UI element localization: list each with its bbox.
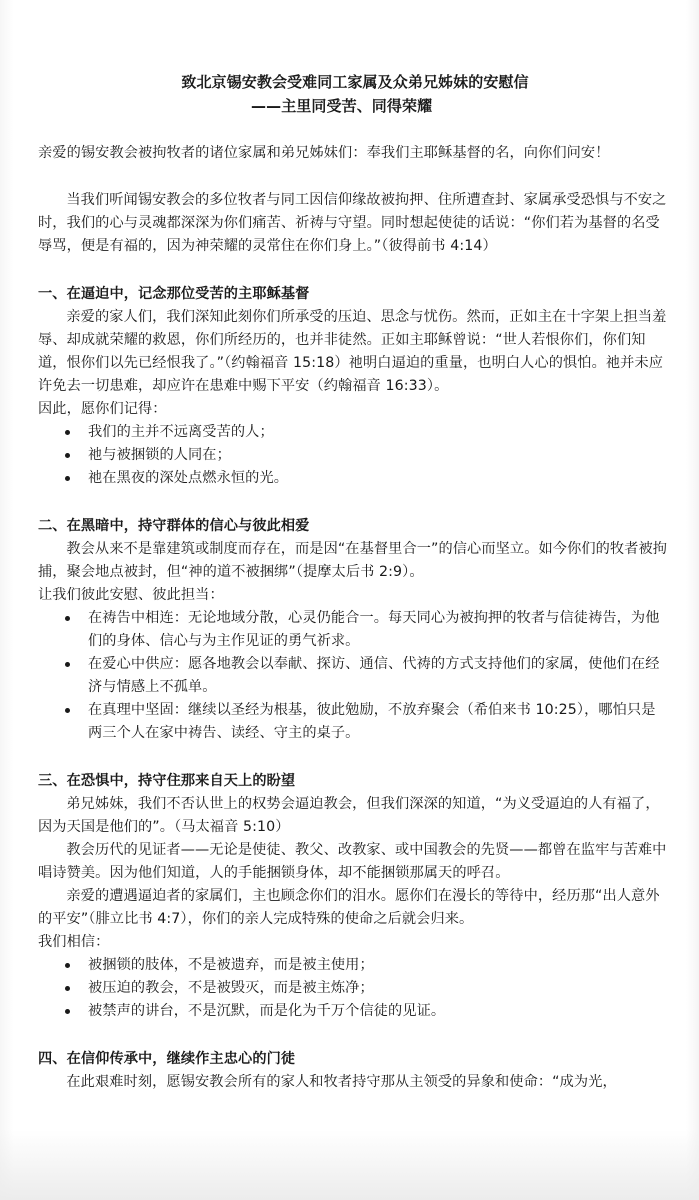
section-lead: 让我们彼此安慰、彼此担当： <box>38 587 224 603</box>
greeting-paragraph: 亲爱的锡安教会被拘牧者的诸位家属和弟兄姊妹们：奉我们主耶稣基督的名，向你们问安！ <box>38 145 610 161</box>
letter-title: 致北京锡安教会受难同工家属及众弟兄姊妹的安慰信 <box>181 73 529 91</box>
section-1 <box>38 283 668 490</box>
section-paragraph: 亲爱的家人们，我们深知此刻你们所承受的压迫、思念与忧伤。然而，正如主在十字架上担当羞辱、却成就荣耀的救恩，你们所经历的，也并非徒然。正如主耶稣曾说：“世人若恨你们，你们知道，恨你们以先已经恨我了。”（约翰福音 15:18）祂明白逼迫的重量，也明白人心的惧怕。祂并未应许免去一切患难，却应许在患难中赐下平安（约翰福音 16:33）。 <box>38 309 667 394</box>
section-paragraph: 亲爱的遭遇逼迫者的家属们，主也顾念你们的泪水。愿你们在漫长的等待中，经历那“出人意外的平安”（腓立比书 4:7），你们的亲人完成特殊的使命之后就会归来。 <box>38 888 660 927</box>
list-item: 被压迫的教会，不是被毁灭，而是被主炼净； <box>88 977 668 1000</box>
section-paragraph: 教会历代的见证者——无论是使徒、教父、改教家、或中国教会的先贤——都曾在监牢与苦难中唱诗赞美。因为他们知道，人的手能捆锁身体，却不能捆锁那属天的呼召。 <box>38 842 667 881</box>
list-item: 在真理中坚固：继续以圣经为根基，彼此勉励，不放弃聚会（希伯来书 10:25），哪怕只是两三个人在家中祷告、读经、守主的桌子。 <box>88 699 668 745</box>
section-paragraph: 在此艰难时刻，愿锡安教会所有的家人和牧者持守那从主领受的异象和使命：“成为光， <box>66 1074 617 1090</box>
list-item: 我们的主并不远离受苦的人； <box>88 421 668 444</box>
section-2 <box>38 515 668 745</box>
bullet-list <box>38 607 668 745</box>
section-paragraph: 弟兄姊妹，我们不否认世上的权势会逼迫教会，但我们深深的知道，“为义受逼迫的人有福了，因为天国是他们的”。（马太福音 5:10） <box>38 796 660 835</box>
list-item: 在爱心中供应：愿各地教会以奉献、探访、通信、代祷的方式支持他们的家属，使他们在经济与情感上不孤单。 <box>88 653 668 699</box>
list-item: 在祷告中相连：无论地域分散，心灵仍能合一。每天同心为被拘押的牧者与信徒祷告，为他们的身体、信心与为主作见证的勇气祈求。 <box>88 607 668 653</box>
page-bottom-shadow <box>0 1130 699 1200</box>
bullet-list <box>38 954 668 1023</box>
list-item: 被捆锁的肢体，不是被遗弃，而是被主使用； <box>88 954 668 977</box>
list-item: 祂与被捆锁的人同在； <box>88 444 668 467</box>
intro-paragraph: 当我们听闻锡安教会的多位牧者与同工因信仰缘故被拘押、住所遭查封、家属承受恐惧与不安之时，我们的心与灵魂都深深为你们痛苦、祈祷与守望。同时想起使徒的话说：“你们若为基督的名受辱骂，便是有福的，因为神荣耀的灵常住在你们身上。”（彼得前书 4:14） <box>38 192 667 254</box>
section-3 <box>38 770 668 1023</box>
section-heading: 二、在黑暗中，持守群体的信心与彼此相爱 <box>38 518 310 534</box>
section-heading: 一、在逼迫中，记念那位受苦的主耶稣基督 <box>38 286 310 302</box>
section-4 <box>38 1048 668 1094</box>
section-paragraph: 教会从来不是靠建筑或制度而存在，而是因“在基督里合一”的信心而坚立。如今你们的牧者被拘捕，聚会地点被封，但“神的道不被捆绑”（提摩太后书 2:9）。 <box>38 541 668 580</box>
list-item: 祂在黑夜的深处点燃永恒的光。 <box>88 467 668 490</box>
section-heading: 四、在信仰传承中，继续作主忠心的门徒 <box>38 1051 296 1067</box>
section-lead: 因此，愿你们记得： <box>38 401 167 417</box>
list-item: 被禁声的讲台，不是沉默，而是化为千万个信徒的见证。 <box>88 1000 668 1023</box>
letter-body <box>38 70 668 1094</box>
section-heading: 三、在恐惧中，持守住那来自天上的盼望 <box>38 773 296 789</box>
section-lead: 我们相信： <box>38 934 110 950</box>
letter-subtitle: ——主里同受苦、同得荣耀 <box>251 97 433 115</box>
bullet-list <box>38 421 668 490</box>
